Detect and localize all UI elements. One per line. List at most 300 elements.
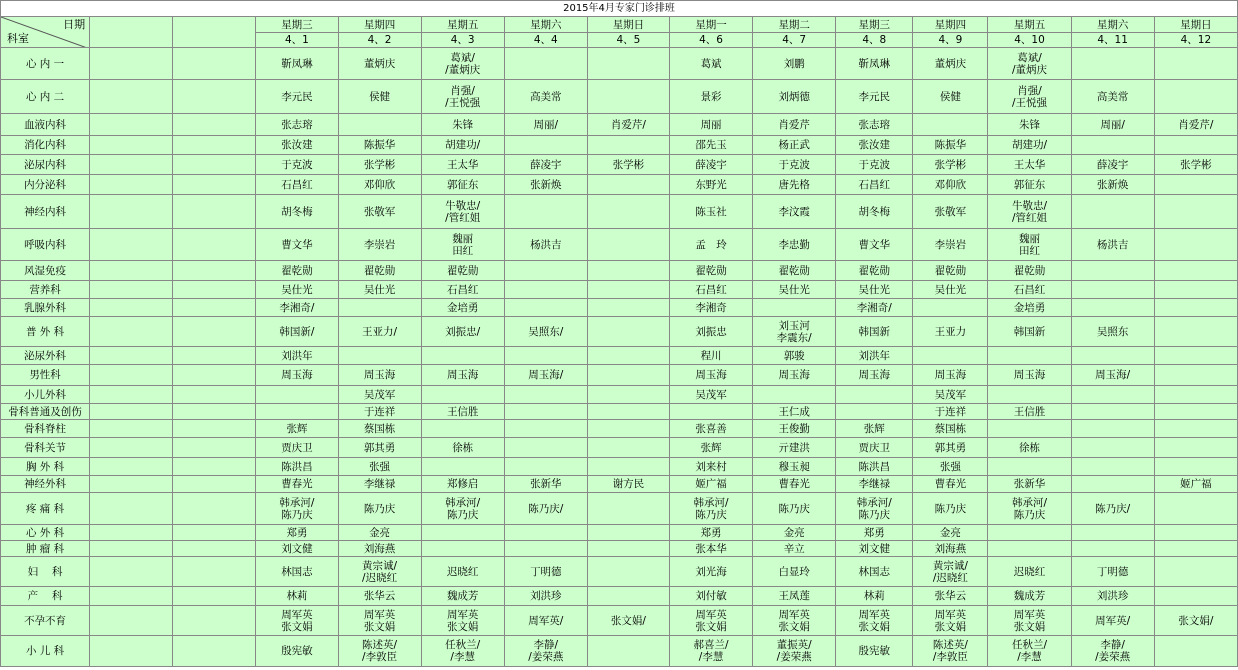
doctor-cell: 薛凌宇 bbox=[1071, 155, 1154, 175]
doctor-cell bbox=[753, 299, 836, 317]
doctor-cell bbox=[587, 229, 669, 261]
blank-cell bbox=[90, 525, 173, 541]
doctor-cell bbox=[1071, 541, 1154, 557]
doctor-cell: 石昌红 bbox=[836, 175, 913, 195]
doctor-cell: 胡冬梅 bbox=[836, 195, 913, 229]
doctor-cell bbox=[504, 541, 587, 557]
table-row bbox=[1, 557, 1238, 587]
blank-cell bbox=[173, 525, 256, 541]
doctor-cell: 翟乾勋 bbox=[913, 261, 988, 281]
doctor-cell bbox=[587, 347, 669, 365]
doctor-cell bbox=[587, 299, 669, 317]
weekday-header: 星期四 bbox=[338, 17, 421, 33]
doctor-cell: 吴仕光 bbox=[338, 281, 421, 299]
doctor-cell bbox=[587, 557, 669, 587]
doctor-cell: 吴茂军 bbox=[338, 386, 421, 404]
doctor-cell: 蔡国栋 bbox=[913, 420, 988, 438]
doctor-cell bbox=[1154, 386, 1237, 404]
doctor-cell: 郭其勇 bbox=[913, 438, 988, 458]
doctor-cell bbox=[587, 386, 669, 404]
doctor-cell bbox=[988, 541, 1071, 557]
doctor-cell: 韩国新 bbox=[836, 317, 913, 347]
doctor-cell: 朱锋 bbox=[988, 114, 1071, 136]
table-row bbox=[1, 606, 1238, 636]
doctor-cell bbox=[587, 420, 669, 438]
blank-cell bbox=[90, 458, 173, 476]
doctor-cell: 李湘奇/ bbox=[836, 299, 913, 317]
blank-cell bbox=[173, 136, 256, 155]
doctor-cell bbox=[587, 48, 669, 80]
blank-cell bbox=[90, 404, 173, 420]
blank-cell bbox=[90, 493, 173, 525]
doctor-cell bbox=[587, 136, 669, 155]
doctor-cell: 蔡国栋 bbox=[338, 420, 421, 438]
doctor-cell: 葛斌/ /董炳庆 bbox=[421, 48, 504, 80]
doctor-cell: 王信胜 bbox=[988, 404, 1071, 420]
doctor-cell: 董炳庆 bbox=[913, 48, 988, 80]
doctor-cell: 张辉 bbox=[256, 420, 338, 438]
table-row bbox=[1, 404, 1238, 420]
blank-cell bbox=[173, 557, 256, 587]
doctor-cell: 辛立 bbox=[753, 541, 836, 557]
doctor-cell: 靳凤琳 bbox=[256, 48, 338, 80]
blank-cell bbox=[90, 195, 173, 229]
table-row bbox=[1, 438, 1238, 458]
doctor-cell bbox=[587, 541, 669, 557]
blank-cell bbox=[90, 636, 173, 667]
doctor-cell: 肖爱芹/ bbox=[587, 114, 669, 136]
doctor-cell: 杨洪吉 bbox=[504, 229, 587, 261]
doctor-cell bbox=[1154, 587, 1237, 606]
doctor-cell: 郑修启 bbox=[421, 476, 504, 493]
doctor-cell: 周玉海 bbox=[338, 365, 421, 386]
doctor-cell: 王凤莲 bbox=[753, 587, 836, 606]
doctor-cell bbox=[1071, 48, 1154, 80]
doctor-cell bbox=[1071, 299, 1154, 317]
doctor-cell bbox=[587, 458, 669, 476]
doctor-cell: 翟乾勋 bbox=[670, 261, 753, 281]
doctor-cell: 李继禄 bbox=[836, 476, 913, 493]
doctor-cell bbox=[256, 386, 338, 404]
doctor-cell: 周军英 张文娟 bbox=[338, 606, 421, 636]
doctor-cell: 葛斌 bbox=[670, 48, 753, 80]
doctor-cell: 周玉海 bbox=[256, 365, 338, 386]
blank-cell bbox=[90, 317, 173, 347]
doctor-cell bbox=[753, 386, 836, 404]
blank-cell bbox=[90, 587, 173, 606]
blank-cell bbox=[173, 636, 256, 667]
date-header: 4、9 bbox=[913, 33, 988, 48]
table-row bbox=[1, 587, 1238, 606]
doctor-cell bbox=[1154, 317, 1237, 347]
doctor-cell: 陈乃庆 bbox=[913, 493, 988, 525]
doctor-cell: 李汶霞 bbox=[753, 195, 836, 229]
doctor-cell bbox=[1154, 557, 1237, 587]
doctor-cell bbox=[338, 114, 421, 136]
doctor-cell: 张汝建 bbox=[256, 136, 338, 155]
doctor-cell bbox=[1154, 525, 1237, 541]
doctor-cell: 周军英 张文娟 bbox=[913, 606, 988, 636]
doctor-cell bbox=[1071, 458, 1154, 476]
doctor-cell: 亓建洪 bbox=[753, 438, 836, 458]
doctor-cell: 董炳庆 bbox=[338, 48, 421, 80]
doctor-cell: 于连祥 bbox=[338, 404, 421, 420]
doctor-cell: 于克波 bbox=[256, 155, 338, 175]
doctor-cell: 胡建功/ bbox=[421, 136, 504, 155]
doctor-cell: 张华云 bbox=[338, 587, 421, 606]
doctor-cell bbox=[1154, 48, 1237, 80]
doctor-cell: 曹文华 bbox=[836, 229, 913, 261]
doctor-cell bbox=[1154, 404, 1237, 420]
doctor-cell: 徐栋 bbox=[421, 438, 504, 458]
page-title: 2015年4月专家门诊排班 bbox=[1, 1, 1238, 17]
doctor-cell bbox=[421, 525, 504, 541]
table-row bbox=[1, 155, 1238, 175]
doctor-cell: 周军英 张文娟 bbox=[836, 606, 913, 636]
doctor-cell: 张强 bbox=[338, 458, 421, 476]
table-row bbox=[1, 261, 1238, 281]
date-header: 4、11 bbox=[1071, 33, 1154, 48]
doctor-cell: 刘来村 bbox=[670, 458, 753, 476]
doctor-cell: 肖爱芹 bbox=[753, 114, 836, 136]
doctor-cell bbox=[587, 175, 669, 195]
doctor-cell: 刘洪珍 bbox=[1071, 587, 1154, 606]
dept-name: 神经外科 bbox=[1, 476, 90, 493]
blank-cell bbox=[90, 281, 173, 299]
blank-cell bbox=[173, 317, 256, 347]
doctor-cell: 吴仕光 bbox=[753, 281, 836, 299]
doctor-cell bbox=[1154, 438, 1237, 458]
table-row bbox=[1, 365, 1238, 386]
doctor-cell: 韩承河/ 陈乃庆 bbox=[670, 493, 753, 525]
doctor-cell: 张敬军 bbox=[913, 195, 988, 229]
blank-cell bbox=[90, 136, 173, 155]
doctor-cell: 李继禄 bbox=[338, 476, 421, 493]
doctor-cell: 林国志 bbox=[836, 557, 913, 587]
blank-cell bbox=[90, 365, 173, 386]
doctor-cell bbox=[256, 404, 338, 420]
doctor-cell: 周军英 张文娟 bbox=[670, 606, 753, 636]
doctor-cell: 吴仕光 bbox=[913, 281, 988, 299]
weekday-header: 星期二 bbox=[753, 17, 836, 33]
dept-name: 疼 痛 科 bbox=[1, 493, 90, 525]
doctor-cell: 王太华 bbox=[421, 155, 504, 175]
doctor-cell: 周丽/ bbox=[504, 114, 587, 136]
date-header: 4、3 bbox=[421, 33, 504, 48]
doctor-cell: 朱锋 bbox=[421, 114, 504, 136]
doctor-cell: 吴茂军 bbox=[670, 386, 753, 404]
doctor-cell: 杨洪吉 bbox=[1071, 229, 1154, 261]
dept-name: 神经内科 bbox=[1, 195, 90, 229]
doctor-cell bbox=[1154, 299, 1237, 317]
doctor-cell: 金培勇 bbox=[988, 299, 1071, 317]
doctor-cell: 魏成芳 bbox=[988, 587, 1071, 606]
blank-cell bbox=[173, 476, 256, 493]
dept-name: 乳腺外科 bbox=[1, 299, 90, 317]
doctor-cell: 王太华 bbox=[988, 155, 1071, 175]
date-header: 4、7 bbox=[753, 33, 836, 48]
date-header: 4、5 bbox=[587, 33, 669, 48]
dept-name: 心 外 科 bbox=[1, 525, 90, 541]
blank-cell bbox=[173, 365, 256, 386]
doctor-cell bbox=[1071, 136, 1154, 155]
blank-cell bbox=[90, 438, 173, 458]
blank-cell bbox=[173, 175, 256, 195]
doctor-cell bbox=[587, 493, 669, 525]
doctor-cell: 陈述英/ /李敦臣 bbox=[338, 636, 421, 667]
doctor-cell bbox=[1071, 281, 1154, 299]
doctor-cell: 刘振忠/ bbox=[421, 317, 504, 347]
doctor-cell bbox=[1071, 438, 1154, 458]
date-label: 日期 bbox=[63, 18, 86, 31]
doctor-cell: 于克波 bbox=[836, 155, 913, 175]
doctor-cell: 金培勇 bbox=[421, 299, 504, 317]
doctor-cell: 王信胜 bbox=[421, 404, 504, 420]
weekday-header: 星期五 bbox=[988, 17, 1071, 33]
doctor-cell: 陈乃庆/ bbox=[504, 493, 587, 525]
table-row bbox=[1, 229, 1238, 261]
doctor-cell: 薛凌宇 bbox=[504, 155, 587, 175]
date-header: 4、12 bbox=[1154, 33, 1237, 48]
doctor-cell: 肖强/ /王悦强 bbox=[421, 80, 504, 114]
doctor-cell: 张敬军 bbox=[338, 195, 421, 229]
doctor-cell: 王亚力/ bbox=[338, 317, 421, 347]
doctor-cell: 陈乃庆 bbox=[338, 493, 421, 525]
doctor-cell: 王仁成 bbox=[753, 404, 836, 420]
doctor-cell: 陈述英/ /李敦臣 bbox=[913, 636, 988, 667]
doctor-cell: 张学彬 bbox=[338, 155, 421, 175]
date-header: 4、10 bbox=[988, 33, 1071, 48]
doctor-cell: 胡建功/ bbox=[988, 136, 1071, 155]
date-header: 4、1 bbox=[256, 33, 338, 48]
blank-header-cell bbox=[173, 17, 256, 33]
blank-cell bbox=[90, 175, 173, 195]
dept-name: 泌尿内科 bbox=[1, 155, 90, 175]
doctor-cell bbox=[1071, 525, 1154, 541]
doctor-cell bbox=[913, 347, 988, 365]
blank-cell bbox=[173, 386, 256, 404]
doctor-cell: 张志瑢 bbox=[256, 114, 338, 136]
table-row bbox=[1, 493, 1238, 525]
doctor-cell: 吴照东 bbox=[1071, 317, 1154, 347]
doctor-cell: 黄宗诚/ /迟晓红 bbox=[338, 557, 421, 587]
doctor-cell bbox=[504, 525, 587, 541]
dept-name: 心 内 一 bbox=[1, 48, 90, 80]
doctor-cell bbox=[1154, 136, 1237, 155]
doctor-cell: 陈乃庆/ bbox=[1071, 493, 1154, 525]
doctor-cell: 郭征东 bbox=[421, 175, 504, 195]
doctor-cell: 肖爱芹/ bbox=[1154, 114, 1237, 136]
doctor-cell bbox=[1154, 541, 1237, 557]
blank-cell bbox=[173, 48, 256, 80]
doctor-cell: 郭征东 bbox=[988, 175, 1071, 195]
blank-cell bbox=[173, 114, 256, 136]
blank-header-cell bbox=[90, 33, 173, 48]
dept-name: 心 内 二 bbox=[1, 80, 90, 114]
doctor-cell: 杨正武 bbox=[753, 136, 836, 155]
doctor-cell: 高美常 bbox=[1071, 80, 1154, 114]
weekday-header: 星期四 bbox=[913, 17, 988, 33]
date-header: 4、4 bbox=[504, 33, 587, 48]
doctor-cell: 石昌红 bbox=[256, 175, 338, 195]
doctor-cell: 吴照东/ bbox=[504, 317, 587, 347]
doctor-cell: 张本华 bbox=[670, 541, 753, 557]
dept-name: 骨科脊柱 bbox=[1, 420, 90, 438]
doctor-cell: 韩国新 bbox=[988, 317, 1071, 347]
doctor-cell: 韩承河/ 陈乃庆 bbox=[421, 493, 504, 525]
doctor-cell: 李湘奇 bbox=[670, 299, 753, 317]
dept-name: 消化内科 bbox=[1, 136, 90, 155]
doctor-cell: 翟乾勋 bbox=[338, 261, 421, 281]
doctor-cell: 张新焕 bbox=[504, 175, 587, 195]
doctor-cell: 周玉海 bbox=[670, 365, 753, 386]
doctor-cell bbox=[587, 195, 669, 229]
doctor-cell: 李崇岩 bbox=[338, 229, 421, 261]
doctor-cell: 刘洪珍 bbox=[504, 587, 587, 606]
doctor-cell: 张汝建 bbox=[836, 136, 913, 155]
blank-cell bbox=[173, 229, 256, 261]
doctor-cell bbox=[1154, 175, 1237, 195]
doctor-cell bbox=[988, 420, 1071, 438]
doctor-cell: 邓仰欣 bbox=[338, 175, 421, 195]
doctor-cell: 唐先格 bbox=[753, 175, 836, 195]
blank-cell bbox=[173, 261, 256, 281]
doctor-cell bbox=[1154, 281, 1237, 299]
doctor-cell: 王俊勤 bbox=[753, 420, 836, 438]
doctor-cell bbox=[1154, 493, 1237, 525]
doctor-cell: 周军英/ bbox=[1071, 606, 1154, 636]
blank-cell bbox=[173, 299, 256, 317]
doctor-cell bbox=[1071, 420, 1154, 438]
doctor-cell: 郑勇 bbox=[670, 525, 753, 541]
doctor-cell bbox=[421, 420, 504, 438]
table-row bbox=[1, 195, 1238, 229]
doctor-cell bbox=[1154, 80, 1237, 114]
table-row bbox=[1, 114, 1238, 136]
doctor-cell: 李湘奇/ bbox=[256, 299, 338, 317]
doctor-cell: 黄宗诚/ /迟晓红 bbox=[913, 557, 988, 587]
doctor-cell: 李元民 bbox=[256, 80, 338, 114]
doctor-cell: 于连祥 bbox=[913, 404, 988, 420]
blank-cell bbox=[173, 155, 256, 175]
doctor-cell bbox=[504, 438, 587, 458]
doctor-cell: 曹春光 bbox=[753, 476, 836, 493]
doctor-cell: 姬广福 bbox=[1154, 476, 1237, 493]
dept-name: 营养科 bbox=[1, 281, 90, 299]
doctor-cell: 刘文健 bbox=[836, 541, 913, 557]
date-header: 4、8 bbox=[836, 33, 913, 48]
blank-header-cell bbox=[90, 17, 173, 33]
doctor-cell: 陈玉社 bbox=[670, 195, 753, 229]
doctor-cell: 刘炳德 bbox=[753, 80, 836, 114]
doctor-cell: 胡冬梅 bbox=[256, 195, 338, 229]
doctor-cell: 曹文华 bbox=[256, 229, 338, 261]
doctor-cell bbox=[1071, 404, 1154, 420]
table-row bbox=[1, 175, 1238, 195]
doctor-cell bbox=[1154, 195, 1237, 229]
dept-name: 骨科普通及创伤 bbox=[1, 404, 90, 420]
doctor-cell bbox=[836, 386, 913, 404]
doctor-cell: 翟乾勋 bbox=[753, 261, 836, 281]
doctor-cell: 魏丽 田红 bbox=[421, 229, 504, 261]
dept-name: 肿 瘤 科 bbox=[1, 541, 90, 557]
table-row bbox=[1, 476, 1238, 493]
doctor-cell bbox=[988, 386, 1071, 404]
doctor-cell: 迟晓红 bbox=[421, 557, 504, 587]
doctor-cell: 牛敬忠/ /管红姐 bbox=[988, 195, 1071, 229]
doctor-cell bbox=[1071, 347, 1154, 365]
doctor-cell: 刘海燕 bbox=[338, 541, 421, 557]
doctor-cell: 东野光 bbox=[670, 175, 753, 195]
doctor-cell: 陈乃庆 bbox=[753, 493, 836, 525]
dept-name: 泌尿外科 bbox=[1, 347, 90, 365]
blank-cell bbox=[173, 587, 256, 606]
doctor-cell: 周丽/ bbox=[1071, 114, 1154, 136]
doctor-cell bbox=[587, 438, 669, 458]
dept-name: 小 儿 科 bbox=[1, 636, 90, 667]
doctor-cell bbox=[587, 281, 669, 299]
doctor-cell: 谢方民 bbox=[587, 476, 669, 493]
corner-header bbox=[1, 17, 90, 48]
doctor-cell bbox=[1071, 261, 1154, 281]
doctor-cell bbox=[988, 525, 1071, 541]
doctor-cell: 郝喜兰/ /李慧 bbox=[670, 636, 753, 667]
doctor-cell: 董振英/ /姜荣燕 bbox=[753, 636, 836, 667]
weekday-header: 星期日 bbox=[587, 17, 669, 33]
doctor-cell: 张新焕 bbox=[1071, 175, 1154, 195]
doctor-cell: 张文娟/ bbox=[587, 606, 669, 636]
doctor-cell bbox=[587, 80, 669, 114]
doctor-cell: 吴仕光 bbox=[836, 281, 913, 299]
doctor-cell bbox=[1071, 476, 1154, 493]
doctor-cell: 于克波 bbox=[753, 155, 836, 175]
blank-cell bbox=[173, 80, 256, 114]
dept-name: 胸 外 科 bbox=[1, 458, 90, 476]
doctor-cell bbox=[587, 317, 669, 347]
doctor-cell: 刘洪年 bbox=[836, 347, 913, 365]
blank-cell bbox=[173, 404, 256, 420]
doctor-cell bbox=[587, 404, 669, 420]
doctor-cell: 刘文健 bbox=[256, 541, 338, 557]
doctor-cell: 陈洪昌 bbox=[836, 458, 913, 476]
doctor-cell: 张强 bbox=[913, 458, 988, 476]
dept-name: 产 科 bbox=[1, 587, 90, 606]
doctor-cell: 张喜善 bbox=[670, 420, 753, 438]
doctor-cell: 穆玉昶 bbox=[753, 458, 836, 476]
doctor-cell: 金亮 bbox=[338, 525, 421, 541]
doctor-cell bbox=[587, 365, 669, 386]
blank-cell bbox=[173, 606, 256, 636]
doctor-cell bbox=[913, 114, 988, 136]
doctor-cell: 张辉 bbox=[836, 420, 913, 438]
doctor-cell: 周玉海 bbox=[988, 365, 1071, 386]
doctor-cell bbox=[504, 299, 587, 317]
table-row bbox=[1, 347, 1238, 365]
doctor-cell: 刘洪年 bbox=[256, 347, 338, 365]
doctor-cell: 殷宪敏 bbox=[836, 636, 913, 667]
doctor-cell: 陈洪昌 bbox=[256, 458, 338, 476]
weekday-header: 星期三 bbox=[256, 17, 338, 33]
dept-label: 科室 bbox=[7, 32, 29, 45]
doctor-cell: 丁明德 bbox=[504, 557, 587, 587]
doctor-cell: 侯健 bbox=[338, 80, 421, 114]
doctor-cell: 石昌红 bbox=[421, 281, 504, 299]
doctor-cell: 侯健 bbox=[913, 80, 988, 114]
doctor-cell: 邓仰欣 bbox=[913, 175, 988, 195]
table-row bbox=[1, 541, 1238, 557]
blank-cell bbox=[173, 347, 256, 365]
dept-name: 血液内科 bbox=[1, 114, 90, 136]
